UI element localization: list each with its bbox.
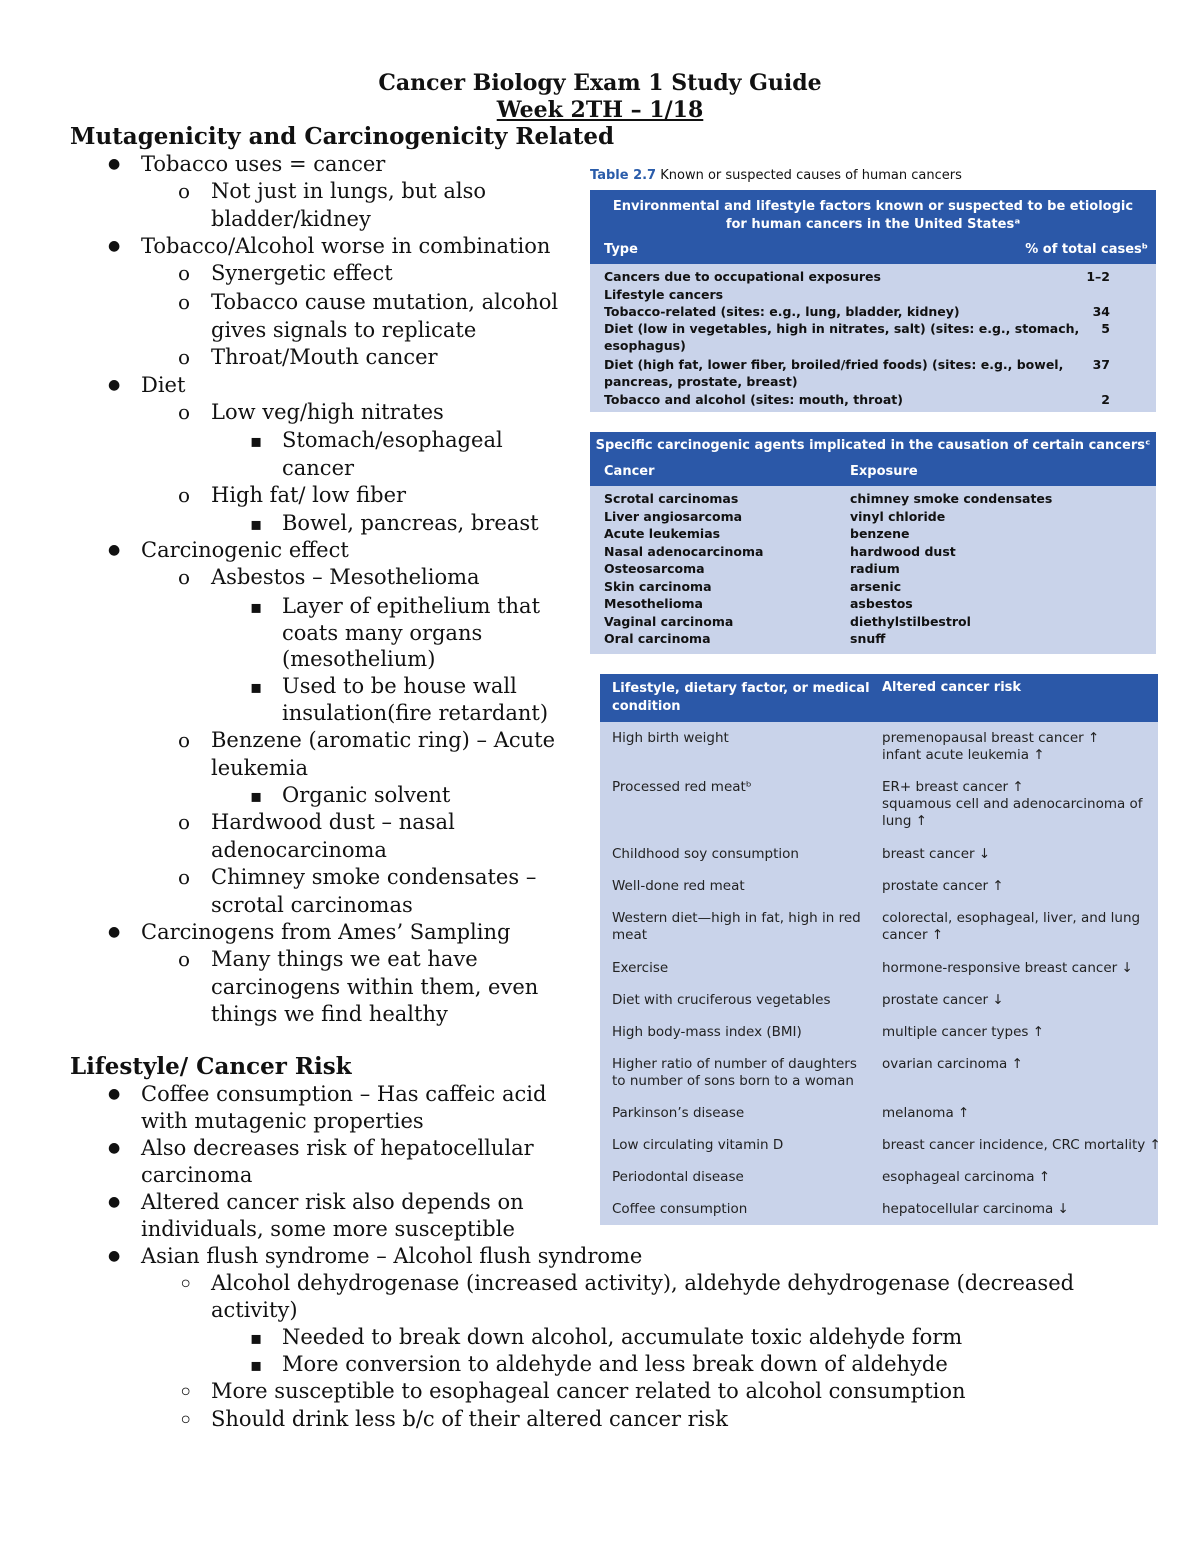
table3-row-factor: Diet with cruciferous vegetables [612, 992, 831, 1008]
section1-line-20: insulation(fire retardant) [282, 701, 549, 725]
table3-row-factor: Childhood soy consumption [612, 846, 799, 862]
table2-row-exposure: asbestos [850, 596, 913, 611]
section1-bullet-4 [178, 260, 190, 287]
section1-line-6: gives signals to replicate [211, 318, 477, 342]
section1-line-10: Stomach/esophageal [282, 428, 503, 452]
section-heading-mutagenicity: Mutagenicity and Carcinogenicity Related [70, 123, 615, 150]
table1-header-title: Environmental and lifestyle factors known or suspected to be etiologic for human cancers in the United Statesᵃ [612, 199, 1134, 232]
table2-header [590, 432, 1156, 486]
table3-row-factor: High birth weight [612, 730, 729, 746]
table3-row-risk: hepatocellular carcinoma ↓ [882, 1201, 1069, 1217]
section1-bullet-19 [250, 673, 262, 701]
section1-line-29: Many things we eat have [211, 947, 478, 971]
table3-row-factor: Higher ratio of number of daughters to number of sons born to a woman [612, 1056, 857, 1089]
table3-row-risk: ovarian carcinoma ↑ [882, 1056, 1023, 1072]
section2-line-12: Should drink less b/c of their altered cancer risk [211, 1407, 728, 1431]
table1-row-label: Tobacco and alcohol (sites: mouth, throat) [604, 392, 903, 407]
table1-row-label: Tobacco-related (sites: e.g., lung, bladder, kidney) [604, 304, 960, 319]
table1-row-value: 5 [1101, 321, 1110, 336]
table3-row-factor: Processed red meatᵇ [612, 779, 752, 795]
table1-row-label: Lifestyle cancers [604, 287, 724, 302]
table2-col-exposure: Exposure [850, 464, 918, 479]
section1-line-7: Throat/Mouth cancer [211, 345, 438, 369]
section2-line-9: Needed to break down alcohol, accumulate toxic aldehyde form [282, 1325, 963, 1349]
section1-line-30: carcinogens within them, even [211, 975, 539, 999]
section1-bullet-9 [178, 399, 190, 426]
section1-bullet-5 [178, 289, 190, 316]
section1-line-14: Carcinogenic effect [141, 538, 349, 562]
table3-row-risk: colorectal, esophageal, liver, and lung cancer ↑ [882, 910, 1141, 943]
table2-col-cancer: Cancer [604, 464, 655, 479]
section1-bullet-13 [250, 510, 262, 538]
table2-row-cancer: Skin carcinoma [604, 578, 712, 594]
table3-row-factor: Well-done red meat [612, 878, 745, 894]
page-title: Cancer Biology Exam 1 Study Guide [378, 70, 822, 96]
table2-row-exposure: chimney smoke condensates [850, 491, 1053, 506]
section2-bullet-7 [178, 1270, 193, 1298]
table2-row-cancer: Oral carcinoma [604, 631, 711, 646]
section2-bullet-12 [178, 1406, 193, 1434]
table3-row-factor: Exercise [612, 960, 669, 976]
table3-row-factor: Parkinson’s disease [612, 1105, 745, 1121]
table1-row-label: Diet (low in vegetables, high in nitrates, salt) (sites: e.g., stomach, esophagus) [604, 321, 1080, 353]
section1-line-26: Chimney smoke condensates – [211, 865, 537, 889]
table3-row-risk: prostate cancer ↑ [882, 878, 1004, 894]
section1-line-31: things we find healthy [211, 1002, 448, 1026]
section1-line-27: scrotal carcinomas [211, 893, 413, 917]
table3-row-factor: Low circulating vitamin D [612, 1137, 784, 1153]
section2-line-5: individuals, some more susceptible [141, 1217, 515, 1241]
table1-row-value: 2 [1101, 392, 1110, 407]
section1-bullet-7 [178, 344, 190, 371]
table3-row-factor: High body-mass index (BMI) [612, 1024, 802, 1040]
section1-bullet-15 [178, 564, 190, 591]
section1-bullet-3 [108, 233, 120, 263]
section1-line-0: Tobacco uses = cancer [141, 152, 386, 176]
section1-line-18: (mesothelium) [282, 647, 436, 671]
table2-row-exposure: vinyl chloride [850, 508, 946, 524]
section1-line-28: Carcinogens from Ames’ Sampling [141, 920, 511, 944]
section1-bullet-12 [178, 482, 190, 509]
table-caption [590, 168, 962, 183]
table2-row-cancer: Osteosarcoma [604, 561, 705, 576]
section1-bullet-23 [250, 782, 262, 810]
table3-row-risk: breast cancer incidence, CRC mortality ↑ [882, 1137, 1161, 1153]
table3-row-risk: esophageal carcinoma ↑ [882, 1169, 1051, 1185]
table1-col-pct: % of total casesᵇ [1025, 242, 1148, 257]
section2-bullet-6 [108, 1243, 120, 1273]
section1-line-5: Tobacco cause mutation, alcohol [211, 290, 559, 314]
table2-row-cancer: Vaginal carcinoma [604, 613, 734, 629]
section1-bullet-28 [108, 919, 120, 949]
section1-line-21: Benzene (aromatic ring) – Acute [211, 728, 556, 752]
section2-bullet-0 [108, 1081, 120, 1111]
section2-bullet-4 [108, 1189, 120, 1219]
section1-bullet-0 [108, 151, 120, 181]
section1-line-8: Diet [141, 373, 186, 397]
section2-bullet-2 [108, 1135, 120, 1165]
table1-header [590, 190, 1156, 264]
section1-line-23: Organic solvent [282, 783, 451, 807]
section2-line-1: with mutagenic properties [141, 1109, 424, 1133]
section1-line-24: Hardwood dust – nasal [211, 810, 455, 834]
section2-bullet-11 [178, 1378, 193, 1406]
section1-line-3: Tobacco/Alcohol worse in combination [141, 234, 551, 258]
table2-row-cancer: Scrotal carcinomas [604, 491, 739, 506]
table1-row-label: Diet (high fat, lower fiber, broiled/fried foods) (sites: e.g., bowel, pancreas, prostate, breast) [604, 357, 1064, 389]
table1-row-value: 1–2 [1086, 269, 1110, 284]
section1-bullet-10 [250, 427, 262, 455]
table-number: Table 2.7 [590, 168, 657, 183]
table2-row-exposure: radium [850, 561, 900, 576]
table3-row-factor: Coffee consumption [612, 1201, 748, 1217]
table1-row-label: Cancers due to occupational exposures [604, 269, 881, 284]
table2-row-cancer: Nasal adenocarcinoma [604, 543, 764, 559]
table3-row-risk: prostate cancer ↓ [882, 992, 1004, 1008]
table1-row-value: 34 [1092, 304, 1110, 319]
table3-row-risk: breast cancer ↓ [882, 846, 991, 862]
page-subtitle: Week 2TH – 1/18 [496, 97, 704, 123]
section-heading-lifestyle: Lifestyle/ Cancer Risk [70, 1053, 352, 1080]
section2-line-10: More conversion to aldehyde and less break down of aldehyde [282, 1352, 948, 1376]
section1-line-2: bladder/kidney [211, 207, 371, 231]
table1-row-value: 37 [1092, 357, 1110, 372]
table3-row-factor: Periodontal disease [612, 1169, 744, 1185]
section2-line-6: Asian flush syndrome – Alcohol flush syndrome [141, 1244, 643, 1268]
table2-row-exposure: diethylstilbestrol [850, 613, 971, 629]
section1-line-1: Not just in lungs, but also [211, 179, 487, 203]
section2-line-2: Also decreases risk of hepatocellular [141, 1136, 534, 1160]
table-caption-text: Known or suspected causes of human cancers [660, 168, 962, 183]
section2-line-4: Altered cancer risk also depends on [141, 1190, 524, 1214]
section2-line-11: More susceptible to esophageal cancer related to alcohol consumption [211, 1379, 966, 1403]
section1-line-17: coats many organs [282, 621, 483, 645]
section1-line-22: leukemia [211, 756, 308, 780]
section1-bullet-24 [178, 809, 190, 836]
section1-bullet-14 [108, 537, 120, 567]
table1-col-type: Type [604, 242, 638, 257]
table3-row-risk: premenopausal breast cancer ↑ infant acute leukemia ↑ [882, 730, 1100, 763]
table3-row-risk: hormone-responsive breast cancer ↓ [882, 960, 1133, 976]
table2-row-cancer: Acute leukemias [604, 526, 721, 541]
table2-row-cancer: Mesothelioma [604, 596, 703, 611]
section1-line-16: Layer of epithelium that [282, 594, 541, 618]
table2-row-exposure: snuff [850, 631, 886, 646]
table2-header-title: Specific carcinogenic agents implicated in the causation of certain cancersᶜ [595, 438, 1151, 453]
section1-bullet-8 [108, 372, 120, 402]
section1-line-19: Used to be house wall [282, 674, 517, 698]
table2-row-exposure: benzene [850, 526, 910, 541]
section1-bullet-26 [178, 864, 190, 891]
section2-line-8: activity) [211, 1298, 298, 1322]
section1-bullet-16 [250, 593, 262, 621]
section1-line-11: cancer [282, 456, 355, 480]
section2-line-0: Coffee consumption – Has caffeic acid [141, 1082, 547, 1106]
section2-bullet-10 [250, 1351, 262, 1379]
section2-line-7: Alcohol dehydrogenase (increased activity), aldehyde dehydrogenase (decreased [211, 1271, 1075, 1295]
table3-row-risk: ER+ breast cancer ↑ squamous cell and adenocarcinoma of lung ↑ [882, 779, 1143, 829]
section1-line-4: Synergetic effect [211, 261, 393, 285]
table3-col-factor: Lifestyle, dietary factor, or medical condition [612, 681, 870, 714]
table3-row-factor: Western diet—high in fat, high in red meat [612, 910, 861, 943]
table3-row-risk: multiple cancer types ↑ [882, 1024, 1045, 1040]
table3-header [600, 674, 1158, 722]
table3-row-risk: melanoma ↑ [882, 1105, 970, 1121]
section2-line-3: carcinoma [141, 1163, 253, 1187]
table2-row-exposure: hardwood dust [850, 543, 956, 559]
section1-line-13: Bowel, pancreas, breast [282, 511, 539, 535]
table3-col-risk: Altered cancer risk [882, 680, 1022, 695]
section1-line-25: adenocarcinoma [211, 838, 387, 862]
section1-bullet-29 [178, 946, 190, 973]
section1-line-12: High fat/ low fiber [211, 483, 407, 507]
section1-bullet-21 [178, 727, 190, 754]
section2-bullet-9 [250, 1324, 262, 1352]
table2-row-cancer: Liver angiosarcoma [604, 508, 743, 524]
table2-row-exposure: arsenic [850, 578, 902, 594]
section1-bullet-1 [178, 178, 190, 205]
section1-line-15: Asbestos – Mesothelioma [211, 565, 480, 589]
section1-line-9: Low veg/high nitrates [211, 400, 444, 424]
